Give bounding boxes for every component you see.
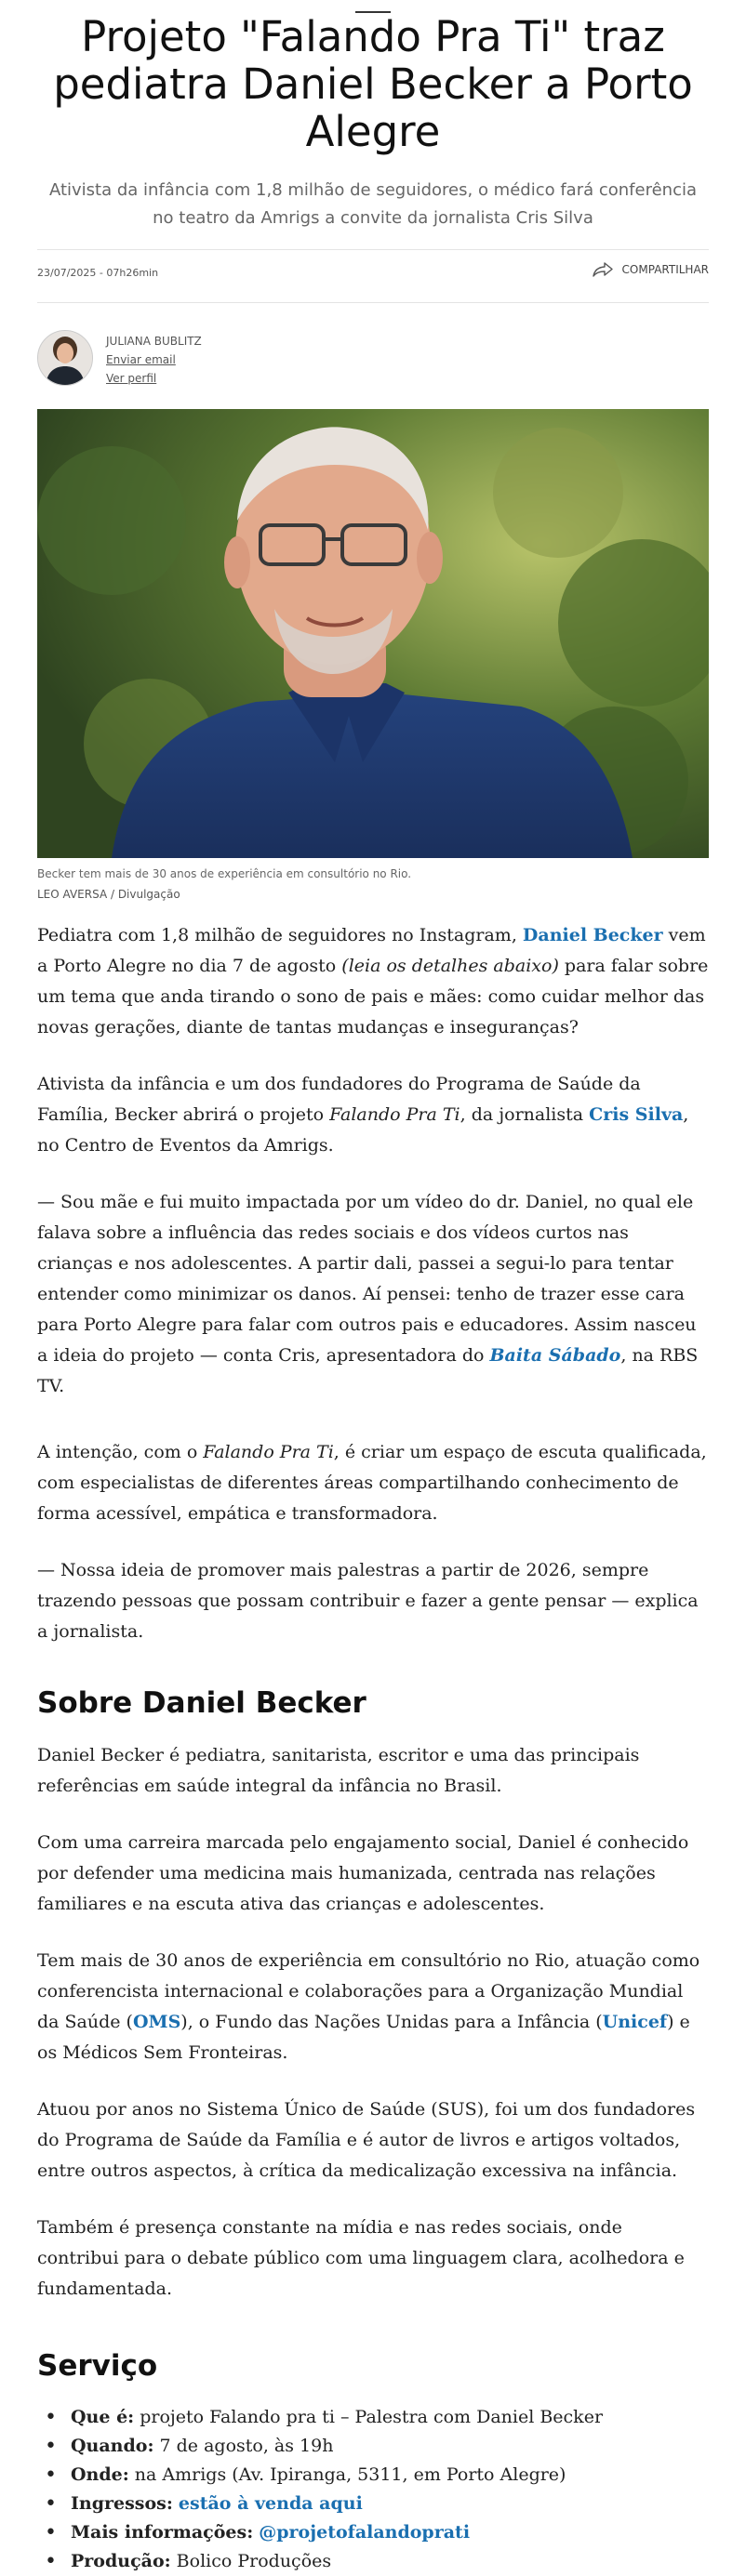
author-block bbox=[37, 330, 202, 388]
portrait-image bbox=[37, 409, 709, 858]
share-button[interactable] bbox=[593, 262, 709, 277]
paragraph-5: — Nossa ideia de promover mais palestras a partir de 2026, sempre trazendo pessoas que possam contribuir e fazer a gente pensar — explica a jornalista. bbox=[37, 1560, 699, 1642]
author-name: JULIANA BUBLITZ bbox=[106, 335, 202, 348]
paragraph-2: Ativista da infância e um dos fundadores do Programa de Saúde da Família, Becker abrirá o projeto Falando Pra Ti, da jornalista Cris Silva, no Centro de Eventos da Amrigs. bbox=[37, 1074, 689, 1156]
author-info bbox=[106, 332, 202, 388]
share-label: COMPARTILHAR bbox=[621, 263, 709, 276]
service-list bbox=[37, 2403, 709, 2576]
author-email-link[interactable]: Enviar email bbox=[106, 353, 176, 366]
tickets-link[interactable]: estão à venda aqui bbox=[178, 2493, 363, 2514]
photo-caption: Becker tem mais de 30 anos de experiência em consultório no Rio. bbox=[37, 867, 412, 880]
service-item-production: • Produção: Bolico Produções bbox=[37, 2547, 709, 2576]
oms-link[interactable]: OMS bbox=[132, 2012, 181, 2032]
service-item-what: • Que é: projeto Falando pra ti – Palestra com Daniel Becker bbox=[37, 2403, 709, 2432]
paragraph-1: Pediatra com 1,8 milhão de seguidores no Instagram, Daniel Becker vem a Porto Alegre no dia 7 de agosto (leia os detalhes abaixo) para falar sobre um tema que anda tirando o sono de pais e mães: como cuidar melhor das novas gerações, diante de tantas mudanças e inseguranças? bbox=[37, 925, 709, 1037]
about-paragraph-3: Tem mais de 30 anos de experiência em consultório no Rio, atuação como conferencista internacional e colaborações para a Organização Mundial da Saúde (OMS), o Fundo das Nações Unidas para a Infância (Unicef) e os Médicos Sem Fronteiras. bbox=[37, 1950, 700, 2063]
meta-divider-bottom bbox=[37, 302, 709, 303]
paragraph-4: A intenção, com o Falando Pra Ti, é criar um espaço de escuta qualificada, com especialistas de diferentes áreas compartilhando conhecimento de forma acessível, empática e transformadora. bbox=[37, 1442, 707, 1524]
author-profile-link[interactable]: Ver perfil bbox=[106, 372, 157, 385]
article-body bbox=[37, 920, 709, 2576]
service-item-where: • Onde: na Amrigs (Av. Ipiranga, 5311, em Porto Alegre) bbox=[37, 2461, 709, 2490]
service-item-info: • Mais informações: @projetofalandoprati bbox=[37, 2518, 709, 2547]
instagram-link[interactable]: @projetofalandoprati bbox=[259, 2522, 471, 2543]
about-paragraph-2: Com uma carreira marcada pelo engajamento social, Daniel é conhecido por defender uma medicina mais humanizada, centrada nas relações familiares e na escuta ativa das crianças e adolescentes. bbox=[37, 1832, 689, 1914]
daniel-becker-link[interactable]: Daniel Becker bbox=[522, 925, 663, 945]
article-subtitle: Ativista da infância com 1,8 milhão de seguidores, o médico fará conferência no teatro da Amrigs a convite da jornalista Cris Silva bbox=[48, 180, 698, 228]
publish-date: 23/07/2025 - 07h26min bbox=[37, 267, 159, 279]
share-arrow-icon bbox=[593, 262, 613, 277]
photo-credit: LEO AVERSA / Divulgação bbox=[37, 888, 180, 901]
service-heading: Serviço bbox=[37, 2349, 158, 2383]
cris-silva-link[interactable]: Cris Silva bbox=[589, 1104, 684, 1125]
article-photo bbox=[37, 409, 709, 858]
unicef-link[interactable]: Unicef bbox=[602, 2012, 668, 2032]
baita-sabado-link[interactable]: Baita Sábado bbox=[489, 1345, 621, 1366]
service-item-when: • Quando: 7 de agosto, às 19h bbox=[37, 2432, 709, 2461]
about-paragraph-5: Também é presença constante na mídia e nas redes sociais, onde contribui para o debate público com uma linguagem clara, acolhedora e fundamentada. bbox=[37, 2217, 685, 2299]
author-avatar[interactable] bbox=[37, 330, 93, 386]
about-heading: Sobre Daniel Becker bbox=[37, 1686, 366, 1720]
paragraph-3: — Sou mãe e fui muito impactada por um vídeo do dr. Daniel, no qual ele falava sobre a influência das redes sociais e dos vídeos curtos nas crianças e nos adolescentes. A partir dali, passei a segui-lo para tentar entender como minimizar os danos. Aí pensei: tenho de trazer esse cara para Porto Alegre para falar com outros pais e educadores. Assim nasceu a ideia do projeto — conta Cris, apresentadora do Baita Sábado, na RBS TV. bbox=[37, 1192, 699, 1396]
about-paragraph-4: Atuou por anos no Sistema Único de Saúde (SUS), foi um dos fundadores do Programa de Saúde da Família e é autor de livros e artigos voltados, entre outros aspectos, à crítica da medicalização excessiva na infância. bbox=[37, 2099, 696, 2181]
about-paragraph-1: Daniel Becker é pediatra, sanitarista, escritor e uma das principais referências em saúde integral da infância no Brasil. bbox=[37, 1745, 640, 1796]
article-title: Projeto "Falando Pra Ti" traz pediatra Daniel Becker a Porto Alegre bbox=[53, 12, 693, 156]
service-item-tickets: • Ingressos: estão à venda aqui bbox=[37, 2490, 709, 2518]
meta-divider-top bbox=[37, 249, 709, 250]
avatar-image bbox=[38, 331, 92, 385]
